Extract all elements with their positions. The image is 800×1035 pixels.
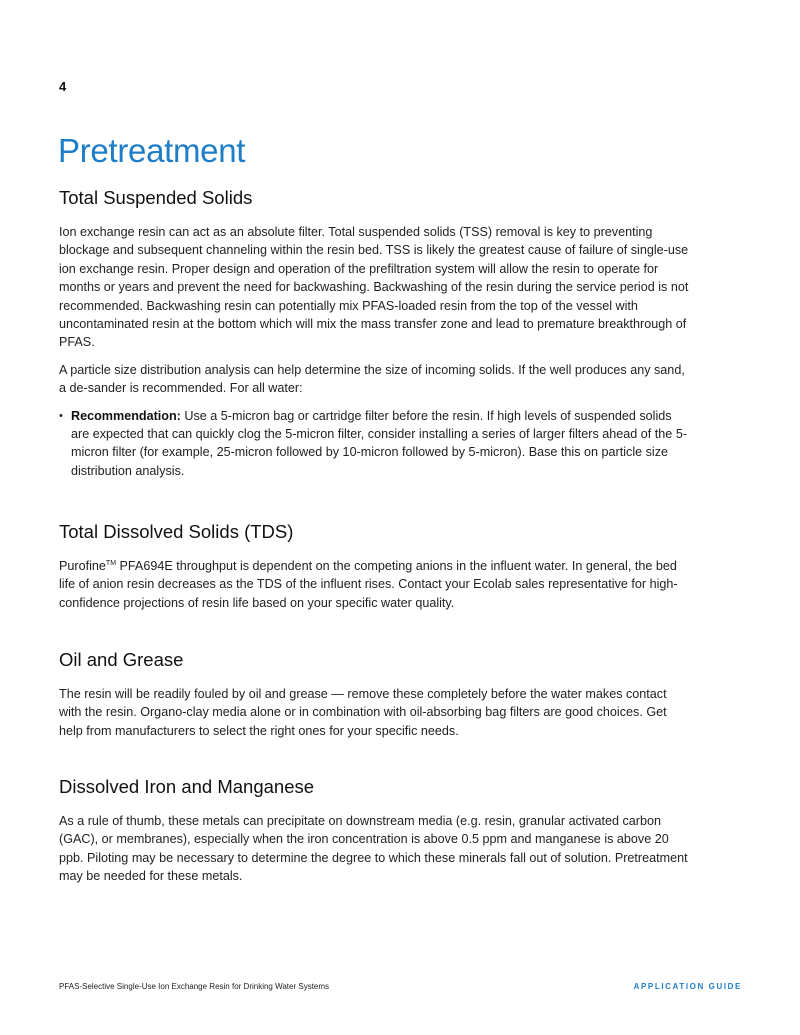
list-item (59, 407, 691, 481)
recommendation-label: Recommendation: (71, 408, 181, 423)
section-heading: Oil and Grease (59, 649, 184, 670)
paragraph-text: PFA694E throughput is dependent on the competing anions in the influent water. In general, the bed life of anion resin decreases as the TDS of the influent rises. Contact your Ecolab sales representative for high-confidence projections of resin life based on your specific water quality. (59, 559, 678, 610)
paragraph: As a rule of thumb, these metals can precipitate on downstream media (e.g. resin, granular activated carbon (GAC), or membranes), especially when the iron concentration is above 0.5 ppm and manganese is above 20 ppb. Piloting may be necessary to determine the degree to which these minerals fall out of solution. Pretreatment may be needed for these metals. (59, 814, 688, 884)
paragraph: Ion exchange resin can act as an absolute filter. Total suspended solids (TSS) removal is key to preventing blockage and subsequent channeling within the resin bed. TSS is likely the greatest cause of failure of single-use ion exchange resin. Proper design and operation of the prefiltration system will allow the resin to operate for months or years and prevent the need for backwashing. Backwashing of the resin during the service period is not recommended. Backwashing resin can potentially mix PFAS-loaded resin from the top of the vessel with uncontaminated resin at the bottom which will mix the mass transfer zone and lead to premature breakthrough of PFAS. (59, 225, 689, 350)
section-dissolved-iron-manganese (59, 776, 691, 895)
page-number: 4 (59, 79, 67, 94)
page-title: Pretreatment (58, 132, 246, 169)
footer-label: APPLICATION GUIDE (633, 982, 742, 991)
paragraph: A particle size distribution analysis can help determine the size of incoming solids. If the well produces any sand, a de-sander is recommended. For all water: (59, 362, 685, 396)
section-total-suspended-solids (59, 187, 691, 480)
section-heading: Total Suspended Solids (59, 187, 253, 208)
recommendation-text: Use a 5-micron bag or cartridge filter before the resin. If high levels of suspended solids are expected that can quickly clog the 5-micron filter, consider installing a series of larger filters ahead of the 5-micron filter (for example, 25-micron followed by 10-micron followed by 5-micron). Base this on particle size distribution analysis. (71, 408, 688, 478)
brand-name: Purofine (59, 559, 106, 573)
footer-document-title: PFAS-Selective Single-Use Ion Exchange Resin for Drinking Water Systems (59, 982, 330, 991)
section-total-dissolved-solids (59, 521, 691, 621)
paragraph (59, 557, 691, 612)
section-heading: Total Dissolved Solids (TDS) (59, 521, 294, 542)
trademark-mark: TM (105, 559, 117, 567)
bullet-list (59, 407, 691, 481)
section-oil-and-grease (59, 649, 691, 749)
section-heading: Dissolved Iron and Manganese (59, 776, 315, 797)
paragraph: The resin will be readily fouled by oil and grease — remove these completely before the water makes contact with the resin. Organo-clay media alone or in combination with oil-absorbing bag filters are good choices. Get help from manufacturers to select the right ones for your specific needs. (59, 687, 667, 738)
